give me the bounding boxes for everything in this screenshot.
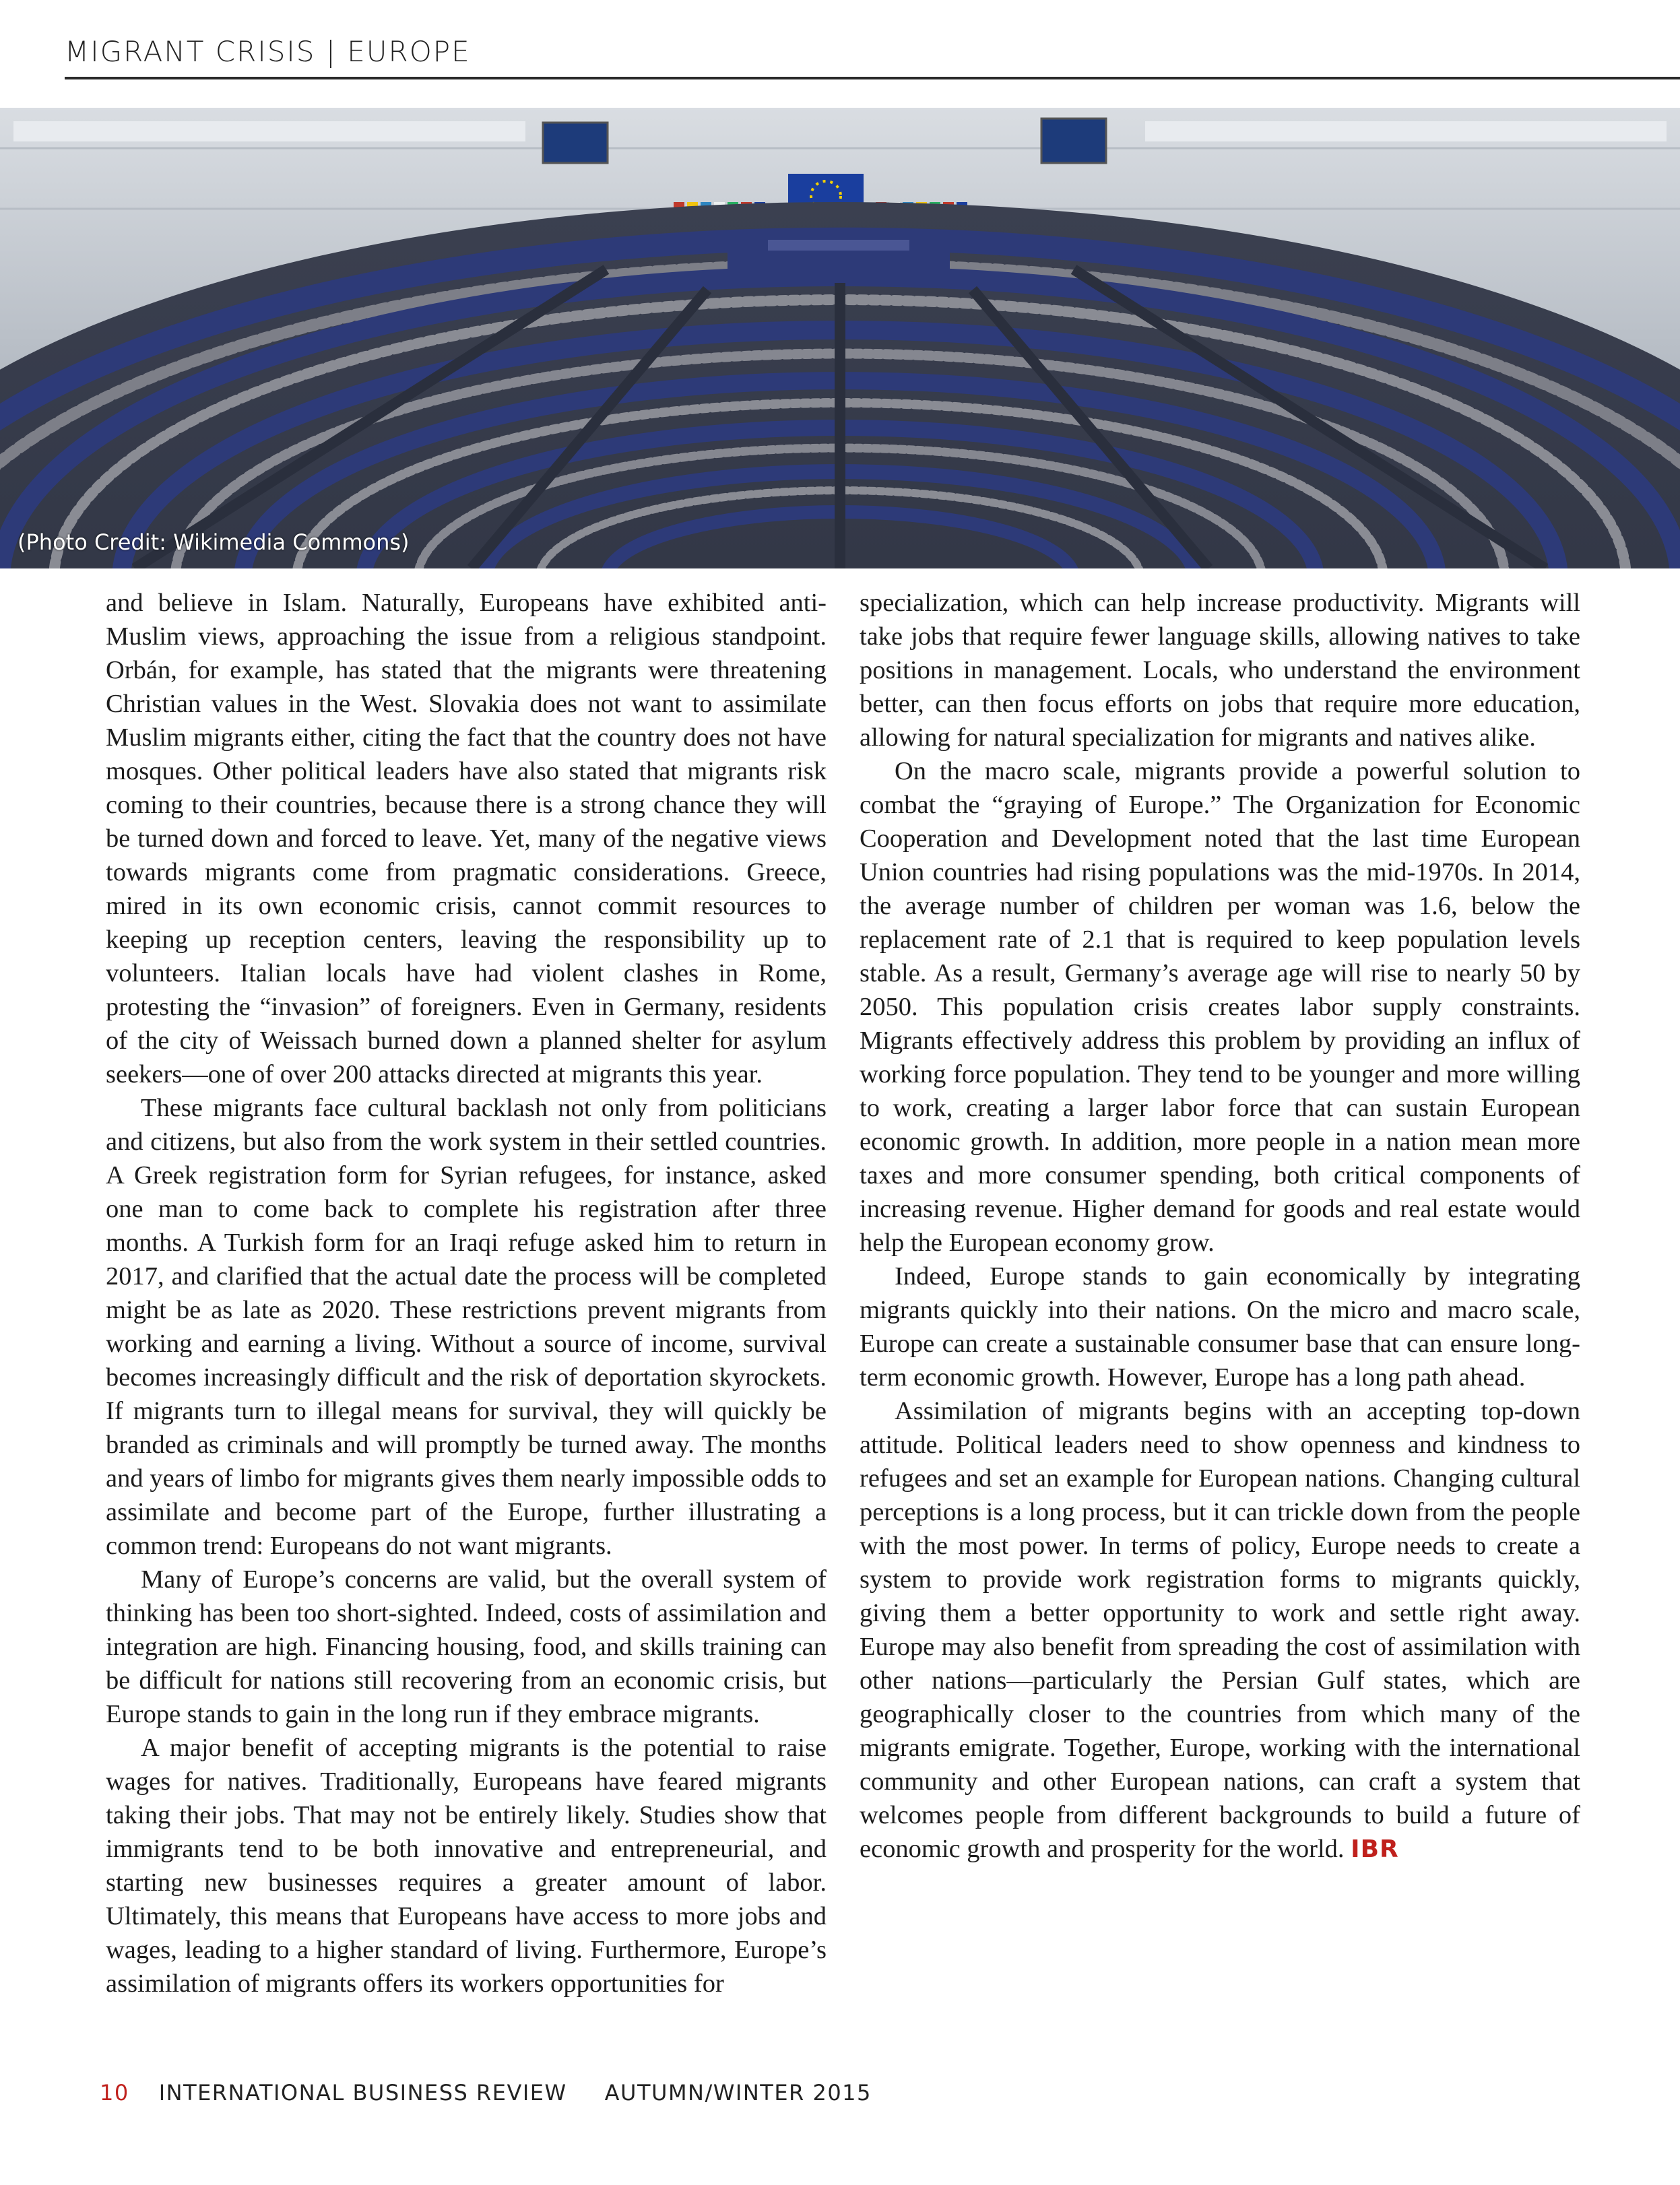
article-photo	[0, 108, 1680, 568]
paragraph-text: Assimilation of migrants begins with an accepting top-down attitude. Political leaders need to show openness and kindness to refugees and set an example for European nations. Changing cultural perceptions is a long process, but it can trickle down from the people with the most power. In terms of policy, Europe needs to create a system to provide work registration forms to migrants quickly, giving them a better opportunity to work and settle right away. Europe may also benefit from spreading the cost of assimilation with other nations—particularly the Persian Gulf states, which are geographically closer to the countries from which many of the migrants emigrate. Together, Europe, working with the international community and other European nations, can craft a system that welcomes people from different backgrounds to build a future of economic growth and prosperity for the world.	[860, 1397, 1580, 1863]
paragraph: On the macro scale, migrants provide a powerful solution to combat the “graying of Europe.” The Organization for Economic Cooperation and Development noted that the last time European Union countries had rising populations was the mid-1970s. In 2014, the average number of children per woman was 1.6, below the replacement rate of 2.1 that is required to keep population levels stable. As a result, Germany’s average age will rise to nearly 50 by 2050. This population crisis creates labor supply constraints. Migrants effectively address this problem by providing an influx of working force population. They tend to be younger and more willing to work, creating a larger labor force that can sustain European economic growth. In addition, more people in a nation mean more taxes and more consumer spending, both critical components of increasing revenue. Higher demand for goods and real estate would help the European economy grow.	[860, 757, 1580, 1257]
page-footer	[100, 2080, 872, 2106]
paragraph: specialization, which can help increase productivity. Migrants will take jobs that require fewer language skills, allowing natives to take positions in management. Locals, who understand the environment better, can then focus efforts on jobs that require more education, allowing for natural specialization for migrants and natives alike.	[860, 589, 1580, 752]
photo-credit: (Photo Credit: Wikimedia Commons)	[18, 529, 410, 555]
header-rule	[65, 77, 1680, 79]
issue-label: AUTUMN/WINTER 2015	[604, 2080, 872, 2106]
end-mark: IBR	[1351, 1835, 1399, 1863]
page-number: 10	[100, 2080, 129, 2106]
paragraph: A major benefit of accepting migrants is the potential to raise wages for natives. Traditionally, Europeans have feared migrants taking their jobs. That may not be entirely likely. Studies show that immigrants tend to be both innovative and entrepreneurial, and starting new businesses requires a greater amount of labor. Ultimately, this means that Europeans have access to more jobs and wages, leading to a higher standard of living. Furthermore, Europe’s assimilation of migrants offers its workers opportunities for	[106, 1734, 827, 1998]
article-column-left	[106, 586, 827, 2000]
paragraph: Indeed, Europe stands to gain economically by integrating migrants quickly into their nations. On the micro and macro scale, Europe can create a sustainable consumer base that can ensure long-term economic growth. However, Europe has a long path ahead.	[860, 1262, 1580, 1392]
paragraph: Many of Europe’s concerns are valid, but the overall system of thinking has been too short-sighted. Indeed, costs of assimilation and integration are high. Financing housing, food, and skills training can be difficult for nations still recovering from an economic crisis, but Europe stands to gain in the long run if they embrace migrants.	[106, 1565, 827, 1728]
paragraph-last	[860, 1394, 1580, 1866]
article-column-right	[860, 586, 1580, 1866]
publication-name: INTERNATIONAL BUSINESS REVIEW	[158, 2080, 567, 2106]
paragraph: and believe in Islam. Naturally, Europeans have exhibited anti-Muslim views, approaching the issue from a religious standpoint. Orbán, for example, has stated that the migrants were threatening Christian values in the West. Slovakia does not want to assimilate Muslim migrants either, citing the fact that the country does not have mosques. Other political leaders have also stated that migrants risk coming to their countries, because there is a strong chance they will be turned down and forced to leave. Yet, many of the negative views towards migrants come from pragmatic considerations. Greece, mired in its own economic crisis, cannot commit resources to keeping up reception centers, leaving the responsibility up to volunteers. Italian locals have had violent clashes in Rome, protesting the “invasion” of foreigners. Even in Germany, residents of the city of Weissach burned down a planned shelter for asylum seekers—one of over 200 attacks directed at migrants this year.	[106, 589, 827, 1088]
section-header: MIGRANT CRISIS | EUROPE	[65, 35, 471, 68]
paragraph: These migrants face cultural backlash not only from politicians and citizens, but also from the work system in their settled countries. A Greek registration form for Syrian refugees, for instance, asked one man to come back to complete his registration after three months. A Turkish form for an Iraqi refuge asked him to return in 2017, and clarified that the actual date the process will be completed might be as late as 2020. These restrictions prevent migrants from working and earning a living. Without a source of income, survival becomes increasingly difficult and the risk of deportation skyrockets. If migrants turn to illegal means for survival, they will quickly be branded as criminals and will promptly be turned away. The months and years of limbo for migrants gives them nearly impossible odds to assimilate and become part of the Europe, further illustrating a common trend: Europeans do not want migrants.	[106, 1094, 827, 1560]
parliament-chamber-illustration	[0, 108, 1680, 568]
